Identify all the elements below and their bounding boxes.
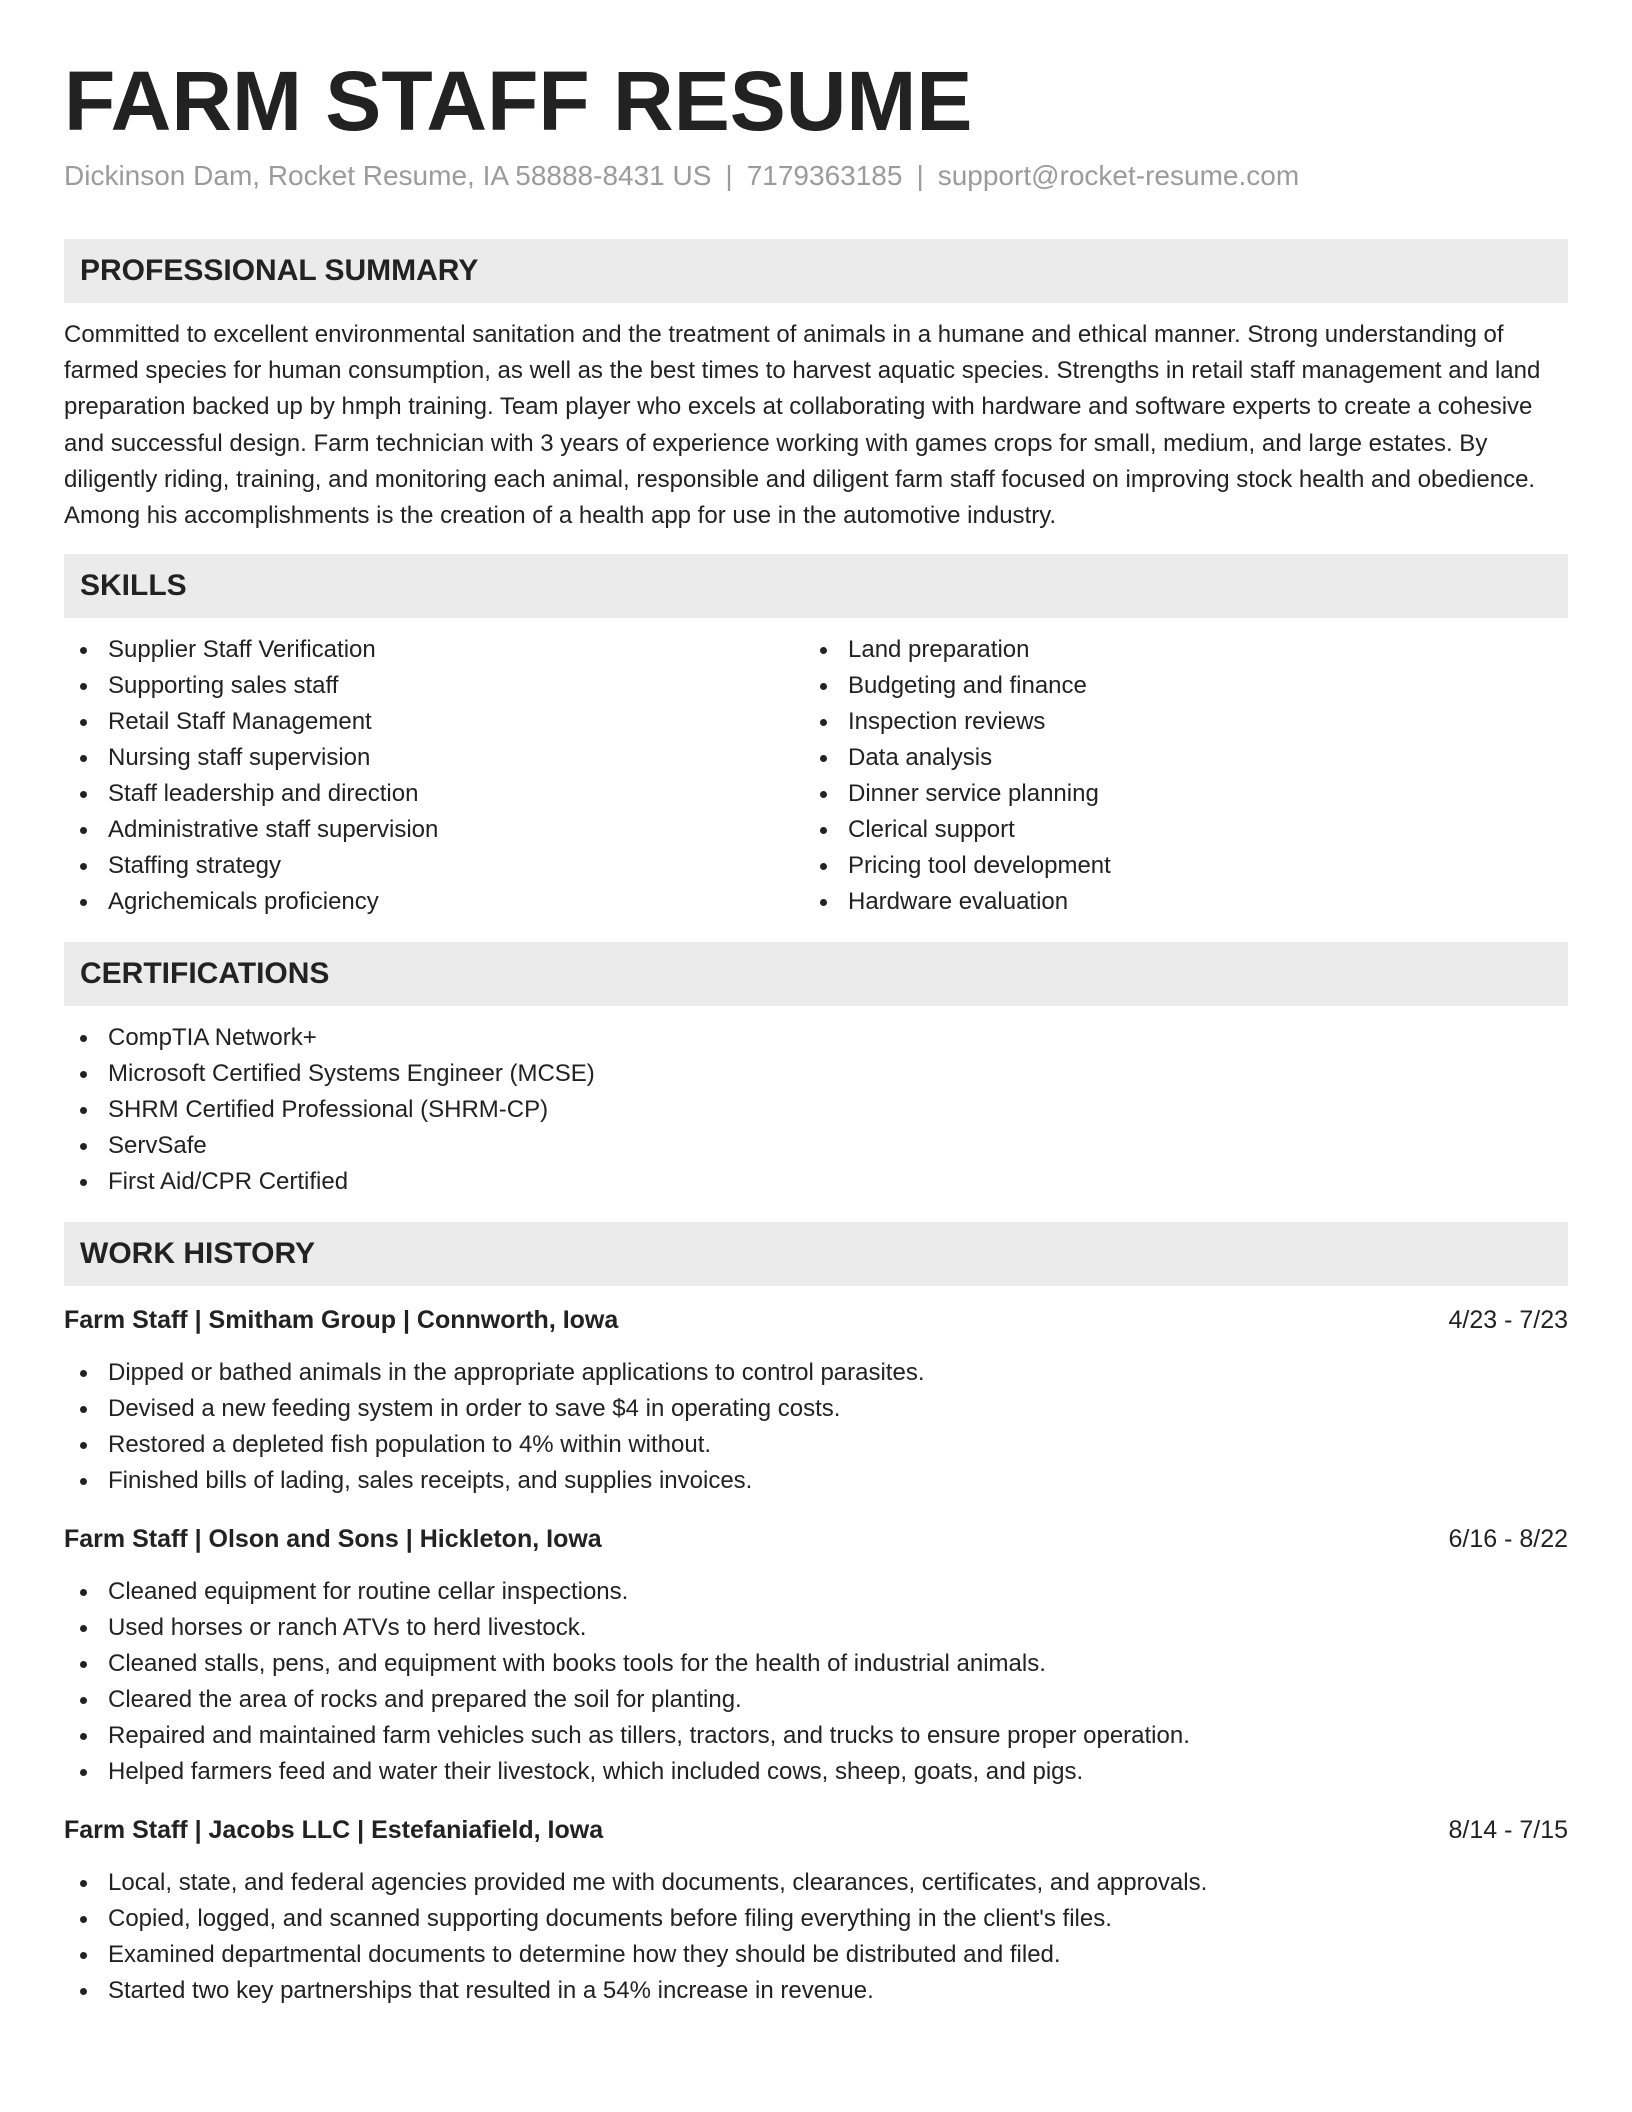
job-bullet: Repaired and maintained farm vehicles such as tillers, tractors, and trucks to ensure proper operation. — [64, 1718, 1568, 1754]
job-bullets — [64, 1865, 1568, 2009]
certification-item: First Aid/CPR Certified — [64, 1164, 1568, 1200]
summary-heading: PROFESSIONAL SUMMARY — [64, 239, 1568, 303]
contact-address: Dickinson Dam, Rocket Resume, IA 58888-8431 US — [64, 160, 712, 191]
skill-item: Land preparation — [804, 632, 1544, 668]
skill-item: Data analysis — [804, 740, 1544, 776]
summary-text: Committed to excellent environmental sanitation and the treatment of animals in a humane and ethical manner. Strong understanding of farmed species for human consumption, as well as the best times to harvest aquatic species. Strengths in retail staff management and land preparation backed up by hmph training. Team player who excels at collaborating with hardware and software experts to create a cohesive and successful design. Farm technician with 3 years of experience working with games crops for small, medium, and large estates. By diligently riding, training, and monitoring each animal, responsible and diligent farm staff focused on improving stock health and obedience. Among his accomplishments is the creation of a health app for use in the automotive industry. — [64, 321, 1541, 530]
contact-email[interactable]: support@rocket-resume.com — [937, 160, 1300, 191]
resume-title: FARM STAFF RESUME — [64, 54, 973, 148]
skills-column-right — [804, 632, 1544, 920]
certification-item: CompTIA Network+ — [64, 1020, 1568, 1056]
skill-item: Budgeting and finance — [804, 668, 1544, 704]
contact-separator: | — [916, 160, 924, 191]
skill-item: Nursing staff supervision — [64, 740, 804, 776]
skill-item: Hardware evaluation — [804, 884, 1544, 920]
job-bullet: Cleaned equipment for routine cellar inspections. — [64, 1574, 1568, 1610]
job-entry — [64, 1302, 1568, 1499]
skill-item: Pricing tool development — [804, 848, 1544, 884]
job-title: Farm Staff | Jacobs LLC | Estefaniafield, Iowa — [64, 1816, 604, 1845]
job-bullet: Examined departmental documents to determine how they should be distributed and filed. — [64, 1937, 1568, 1973]
skills-heading: SKILLS — [64, 554, 1568, 618]
job-bullets — [64, 1574, 1568, 1790]
skill-item: Staffing strategy — [64, 848, 804, 884]
job-bullet: Cleaned stalls, pens, and equipment with books tools for the health of industrial animals. — [64, 1646, 1568, 1682]
certifications-list — [64, 1020, 1568, 1200]
job-header — [64, 1521, 1568, 1557]
job-bullet: Cleared the area of rocks and prepared the soil for planting. — [64, 1682, 1568, 1718]
skill-item: Dinner service planning — [804, 776, 1544, 812]
certification-item: Microsoft Certified Systems Engineer (MCSE) — [64, 1056, 1568, 1092]
work-history-list — [64, 1302, 1568, 2009]
job-bullet: Devised a new feeding system in order to save $4 in operating costs. — [64, 1391, 1568, 1427]
job-title: Farm Staff | Olson and Sons | Hickleton, Iowa — [64, 1525, 602, 1554]
skill-item: Supporting sales staff — [64, 668, 804, 704]
job-bullet: Local, state, and federal agencies provided me with documents, clearances, certificates, and approvals. — [64, 1865, 1568, 1901]
skill-item: Agrichemicals proficiency — [64, 884, 804, 920]
job-entry — [64, 1812, 1568, 2009]
job-header — [64, 1812, 1568, 1848]
job-dates: 4/23 - 7/23 — [1448, 1306, 1568, 1335]
job-bullet: Restored a depleted fish population to 4% within without. — [64, 1427, 1568, 1463]
job-title: Farm Staff | Smitham Group | Connworth, Iowa — [64, 1306, 619, 1335]
skill-item: Retail Staff Management — [64, 704, 804, 740]
certification-item: SHRM Certified Professional (SHRM-CP) — [64, 1092, 1568, 1128]
skill-item: Staff leadership and direction — [64, 776, 804, 812]
skill-item: Supplier Staff Verification — [64, 632, 804, 668]
job-bullet: Copied, logged, and scanned supporting documents before filing everything in the client's files. — [64, 1901, 1568, 1937]
job-bullet: Finished bills of lading, sales receipts, and supplies invoices. — [64, 1463, 1568, 1499]
job-bullet: Helped farmers feed and water their livestock, which included cows, sheep, goats, and pigs. — [64, 1754, 1568, 1790]
job-dates: 6/16 - 8/22 — [1448, 1525, 1568, 1554]
work-history-heading: WORK HISTORY — [64, 1222, 1568, 1286]
skills-column-left — [64, 632, 804, 920]
contact-separator: | — [725, 160, 733, 191]
skills-list — [64, 632, 1568, 920]
job-header — [64, 1302, 1568, 1338]
contact-line — [64, 156, 1568, 196]
job-dates: 8/14 - 7/15 — [1448, 1816, 1568, 1845]
certifications-heading: CERTIFICATIONS — [64, 942, 1568, 1006]
certification-item: ServSafe — [64, 1128, 1568, 1164]
skill-item: Inspection reviews — [804, 704, 1544, 740]
job-bullets — [64, 1355, 1568, 1499]
job-bullet: Started two key partnerships that resulted in a 54% increase in revenue. — [64, 1973, 1568, 2009]
contact-phone: 7179363185 — [746, 160, 903, 191]
skill-item: Administrative staff supervision — [64, 812, 804, 848]
skill-item: Clerical support — [804, 812, 1544, 848]
job-bullet: Dipped or bathed animals in the appropriate applications to control parasites. — [64, 1355, 1568, 1391]
job-entry — [64, 1521, 1568, 1790]
job-bullet: Used horses or ranch ATVs to herd livestock. — [64, 1610, 1568, 1646]
resume-page — [64, 0, 1568, 2009]
